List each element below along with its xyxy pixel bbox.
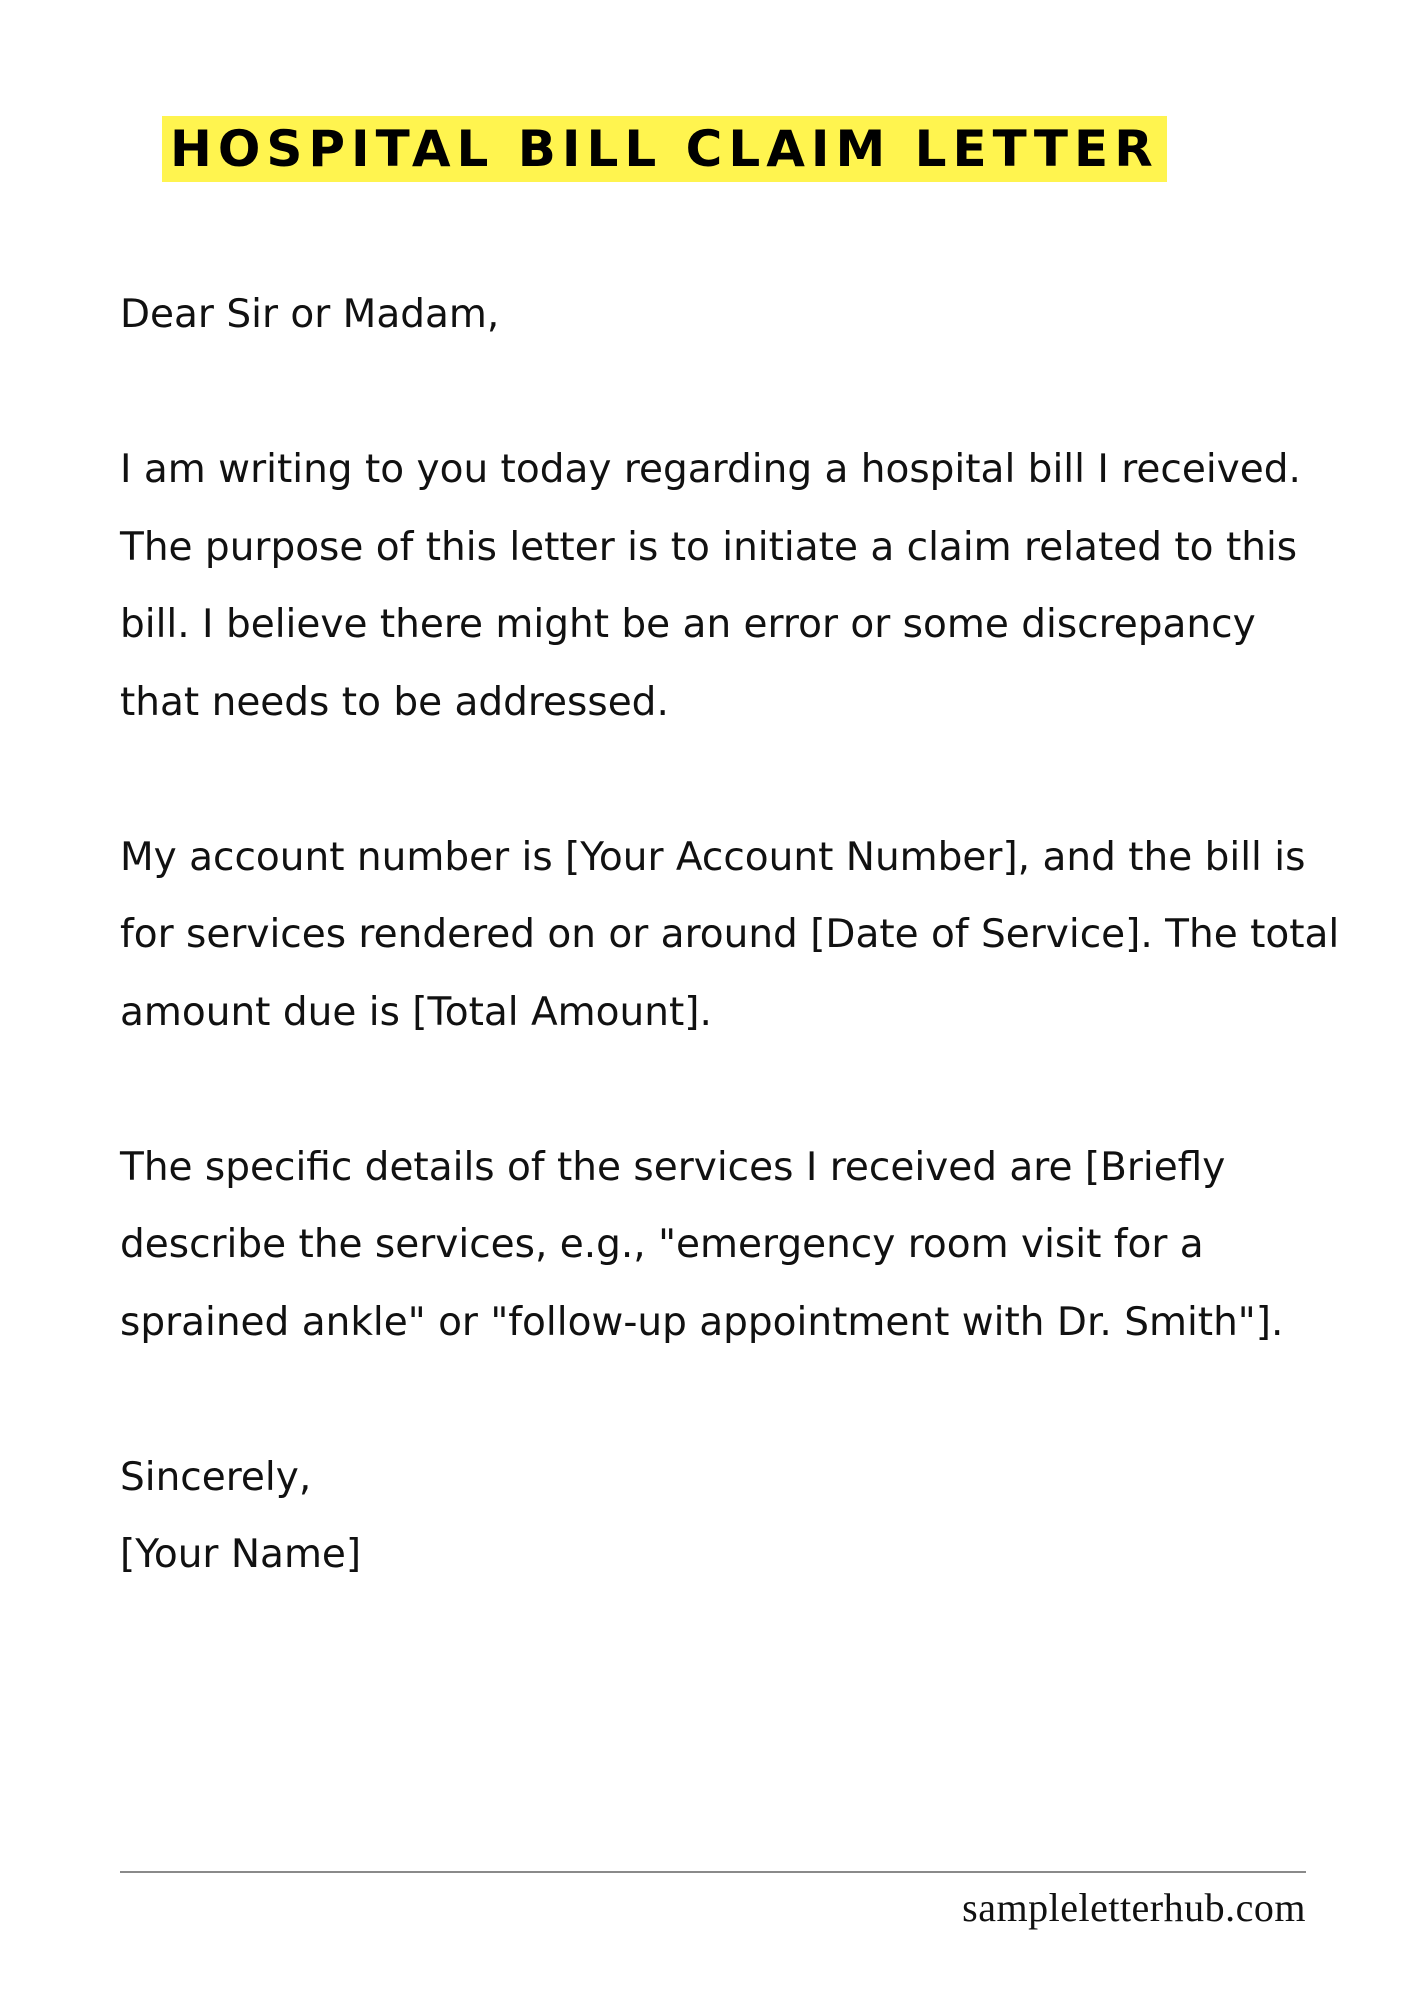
salutation: Dear Sir or Madam, — [120, 292, 500, 337]
letter-paragraph-3: The specific details of the services I received are [Briefly describe the services, e.g., "emergency room visit for a sprained ankle" or "follow-up appointment with Dr. Smith"]. — [120, 1144, 1284, 1345]
letter-paragraph-2: My account number is [Your Account Number], and the bill is for services rendered on or around [Date of Service]. The total amount due is [Total Amount]. — [120, 834, 1340, 1035]
title-highlight — [162, 116, 1167, 182]
letter-body — [120, 276, 1340, 1594]
letter-paragraph-1: I am writing to you today regarding a hospital bill I received. The purpose of this letter is to initiate a claim related to this bill. I believe there might be an error or some discrepancy that needs to be addressed. — [120, 447, 1301, 725]
closing-phrase: Sincerely, — [120, 1454, 312, 1500]
letter-closing-block — [120, 1439, 1340, 1594]
footer-divider — [120, 1871, 1306, 1873]
footer-website: sampleletterhub.com — [962, 1885, 1306, 1930]
signature-placeholder: [Your Name] — [120, 1532, 362, 1577]
page-title: HOSPITAL BILL CLAIM LETTER — [170, 120, 1159, 178]
